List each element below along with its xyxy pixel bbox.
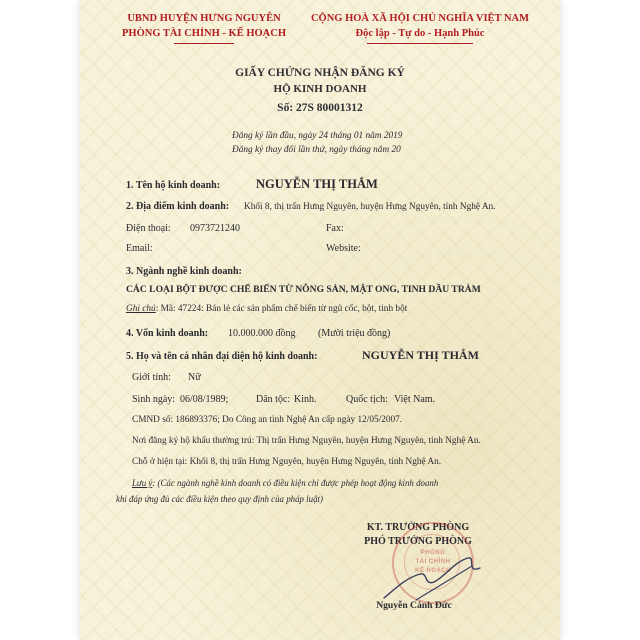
- current-residence-label: Chỗ ở hiện tại:: [132, 457, 188, 467]
- change-registration: Đăng ký thay đổi lần thứ, ngày tháng năm 20: [232, 145, 401, 155]
- header-right-underline: [367, 43, 473, 44]
- fax-label: Fax:: [326, 223, 344, 234]
- certificate-paper: [80, 0, 560, 640]
- notice-line-2: khi đáp ứng đủ các điều kiện theo quy định của pháp luật): [116, 494, 323, 504]
- department-name: PHÒNG TÀI CHÍNH - KẾ HOẠCH: [121, 28, 287, 39]
- header-left-underline: [174, 43, 234, 44]
- permanent-residence-value: Thị trấn Hưng Nguyên, huyện Hưng Nguyên, tỉnh Nghệ An.: [256, 436, 481, 446]
- permanent-residence-label: Nơi đăng ký hộ khẩu thường trú:: [132, 436, 255, 446]
- first-registration: Đăng ký lần đầu, ngày 24 tháng 01 năm 2019: [232, 131, 403, 141]
- business-name-value: NGUYỄN THỊ THẮM: [256, 177, 378, 191]
- permanent-residence: [132, 436, 481, 446]
- business-sector-label: 3. Ngành nghề kinh doanh:: [126, 266, 242, 277]
- signer-name: Nguyễn Cảnh Đức: [376, 600, 452, 611]
- representative-label: 5. Họ và tên cá nhân đại diện hộ kinh doanh:: [126, 351, 318, 362]
- sector-note: [126, 304, 407, 314]
- gender-value: Nữ: [188, 372, 201, 383]
- certificate-number: [80, 102, 560, 114]
- document-title: GIẤY CHỨNG NHẬN ĐĂNG KÝ: [235, 67, 405, 79]
- ethnicity-value: Kinh.: [294, 394, 317, 405]
- note-value: : Mã: 47224: Bán lẻ các sản phẩm chế biến từ ngũ cốc, bột, tinh bột: [155, 304, 408, 314]
- current-residence-value: Khối 8, thị trấn Hưng Nguyên, huyện Hưng Nguyên, tỉnh Nghệ An.: [189, 457, 442, 467]
- certificate-number-value: 27S 80001312: [296, 102, 363, 114]
- website-label: Website:: [326, 243, 361, 254]
- document-subtitle: HỘ KINH DOANH: [273, 83, 367, 95]
- signer-title-1: KT. TRƯỞNG PHÒNG: [366, 522, 470, 533]
- national-name: CỘNG HOÀ XÃ HỘI CHỦ NGHĨA VIỆT NAM: [310, 13, 530, 24]
- email-label: Email:: [126, 243, 153, 254]
- nationality-value: Việt Nam.: [394, 394, 436, 405]
- note-label: Ghi chú: [126, 304, 156, 314]
- phone-value: 0973721240: [190, 223, 240, 234]
- dob-value: 06/08/1989;: [180, 394, 229, 405]
- seal-text-3: KẾ HOẠCH: [414, 568, 451, 574]
- business-sector-value: CÁC LOẠI BỘT ĐƯỢC CHẾ BIẾN TỪ NÔNG SẢN, MẬT ONG, TINH DẦU TRÀM: [126, 284, 481, 295]
- capital-value: 10.000.000 đồng: [228, 328, 296, 339]
- ethnicity-label: Dân tộc:: [256, 394, 291, 405]
- agency-name: UBND HUYỆN HƯNG NGUYÊN: [127, 13, 281, 24]
- capital-label: 4. Vốn kinh doanh:: [126, 328, 209, 339]
- phone-label: Điện thoại:: [126, 223, 171, 234]
- notice-text-1: : (Các ngành nghề kinh doanh có điều kiện chỉ được phép hoạt động kinh doanh: [152, 478, 439, 488]
- nationality-label: Quốc tịch:: [346, 394, 388, 405]
- current-residence: [132, 457, 441, 467]
- id-card: [132, 415, 402, 425]
- notice-line-1: [132, 478, 438, 488]
- business-name-label: 1. Tên hộ kinh doanh:: [126, 180, 221, 191]
- representative-name: NGUYỄN THỊ THẮM: [362, 348, 479, 362]
- dob-label: Sinh ngày:: [132, 394, 176, 405]
- capital-in-words: (Mười triệu đồng): [318, 328, 391, 339]
- id-card-label: CMND số:: [132, 415, 174, 425]
- business-address-label: 2. Địa điểm kinh doanh:: [126, 201, 230, 212]
- national-motto: Độc lập - Tự do - Hạnh Phúc: [355, 28, 485, 39]
- id-card-value: 186893376; Do Công an tỉnh Nghệ An cấp ngày 12/05/2007.: [175, 415, 403, 425]
- business-address-value: Khối 8, thị trấn Hưng Nguyên, huyện Hưng Nguyên, tỉnh Nghệ An.: [244, 202, 496, 212]
- signer-title-2: PHÓ TRƯỞNG PHÒNG: [364, 536, 472, 547]
- gender-label: Giới tính:: [132, 372, 171, 383]
- seal-text-2: TÀI CHÍNH: [415, 559, 451, 565]
- seal-text-1: PHÒNG: [420, 550, 446, 556]
- certificate-number-label: Số:: [277, 102, 294, 114]
- notice-label: Lưu ý: [132, 478, 153, 488]
